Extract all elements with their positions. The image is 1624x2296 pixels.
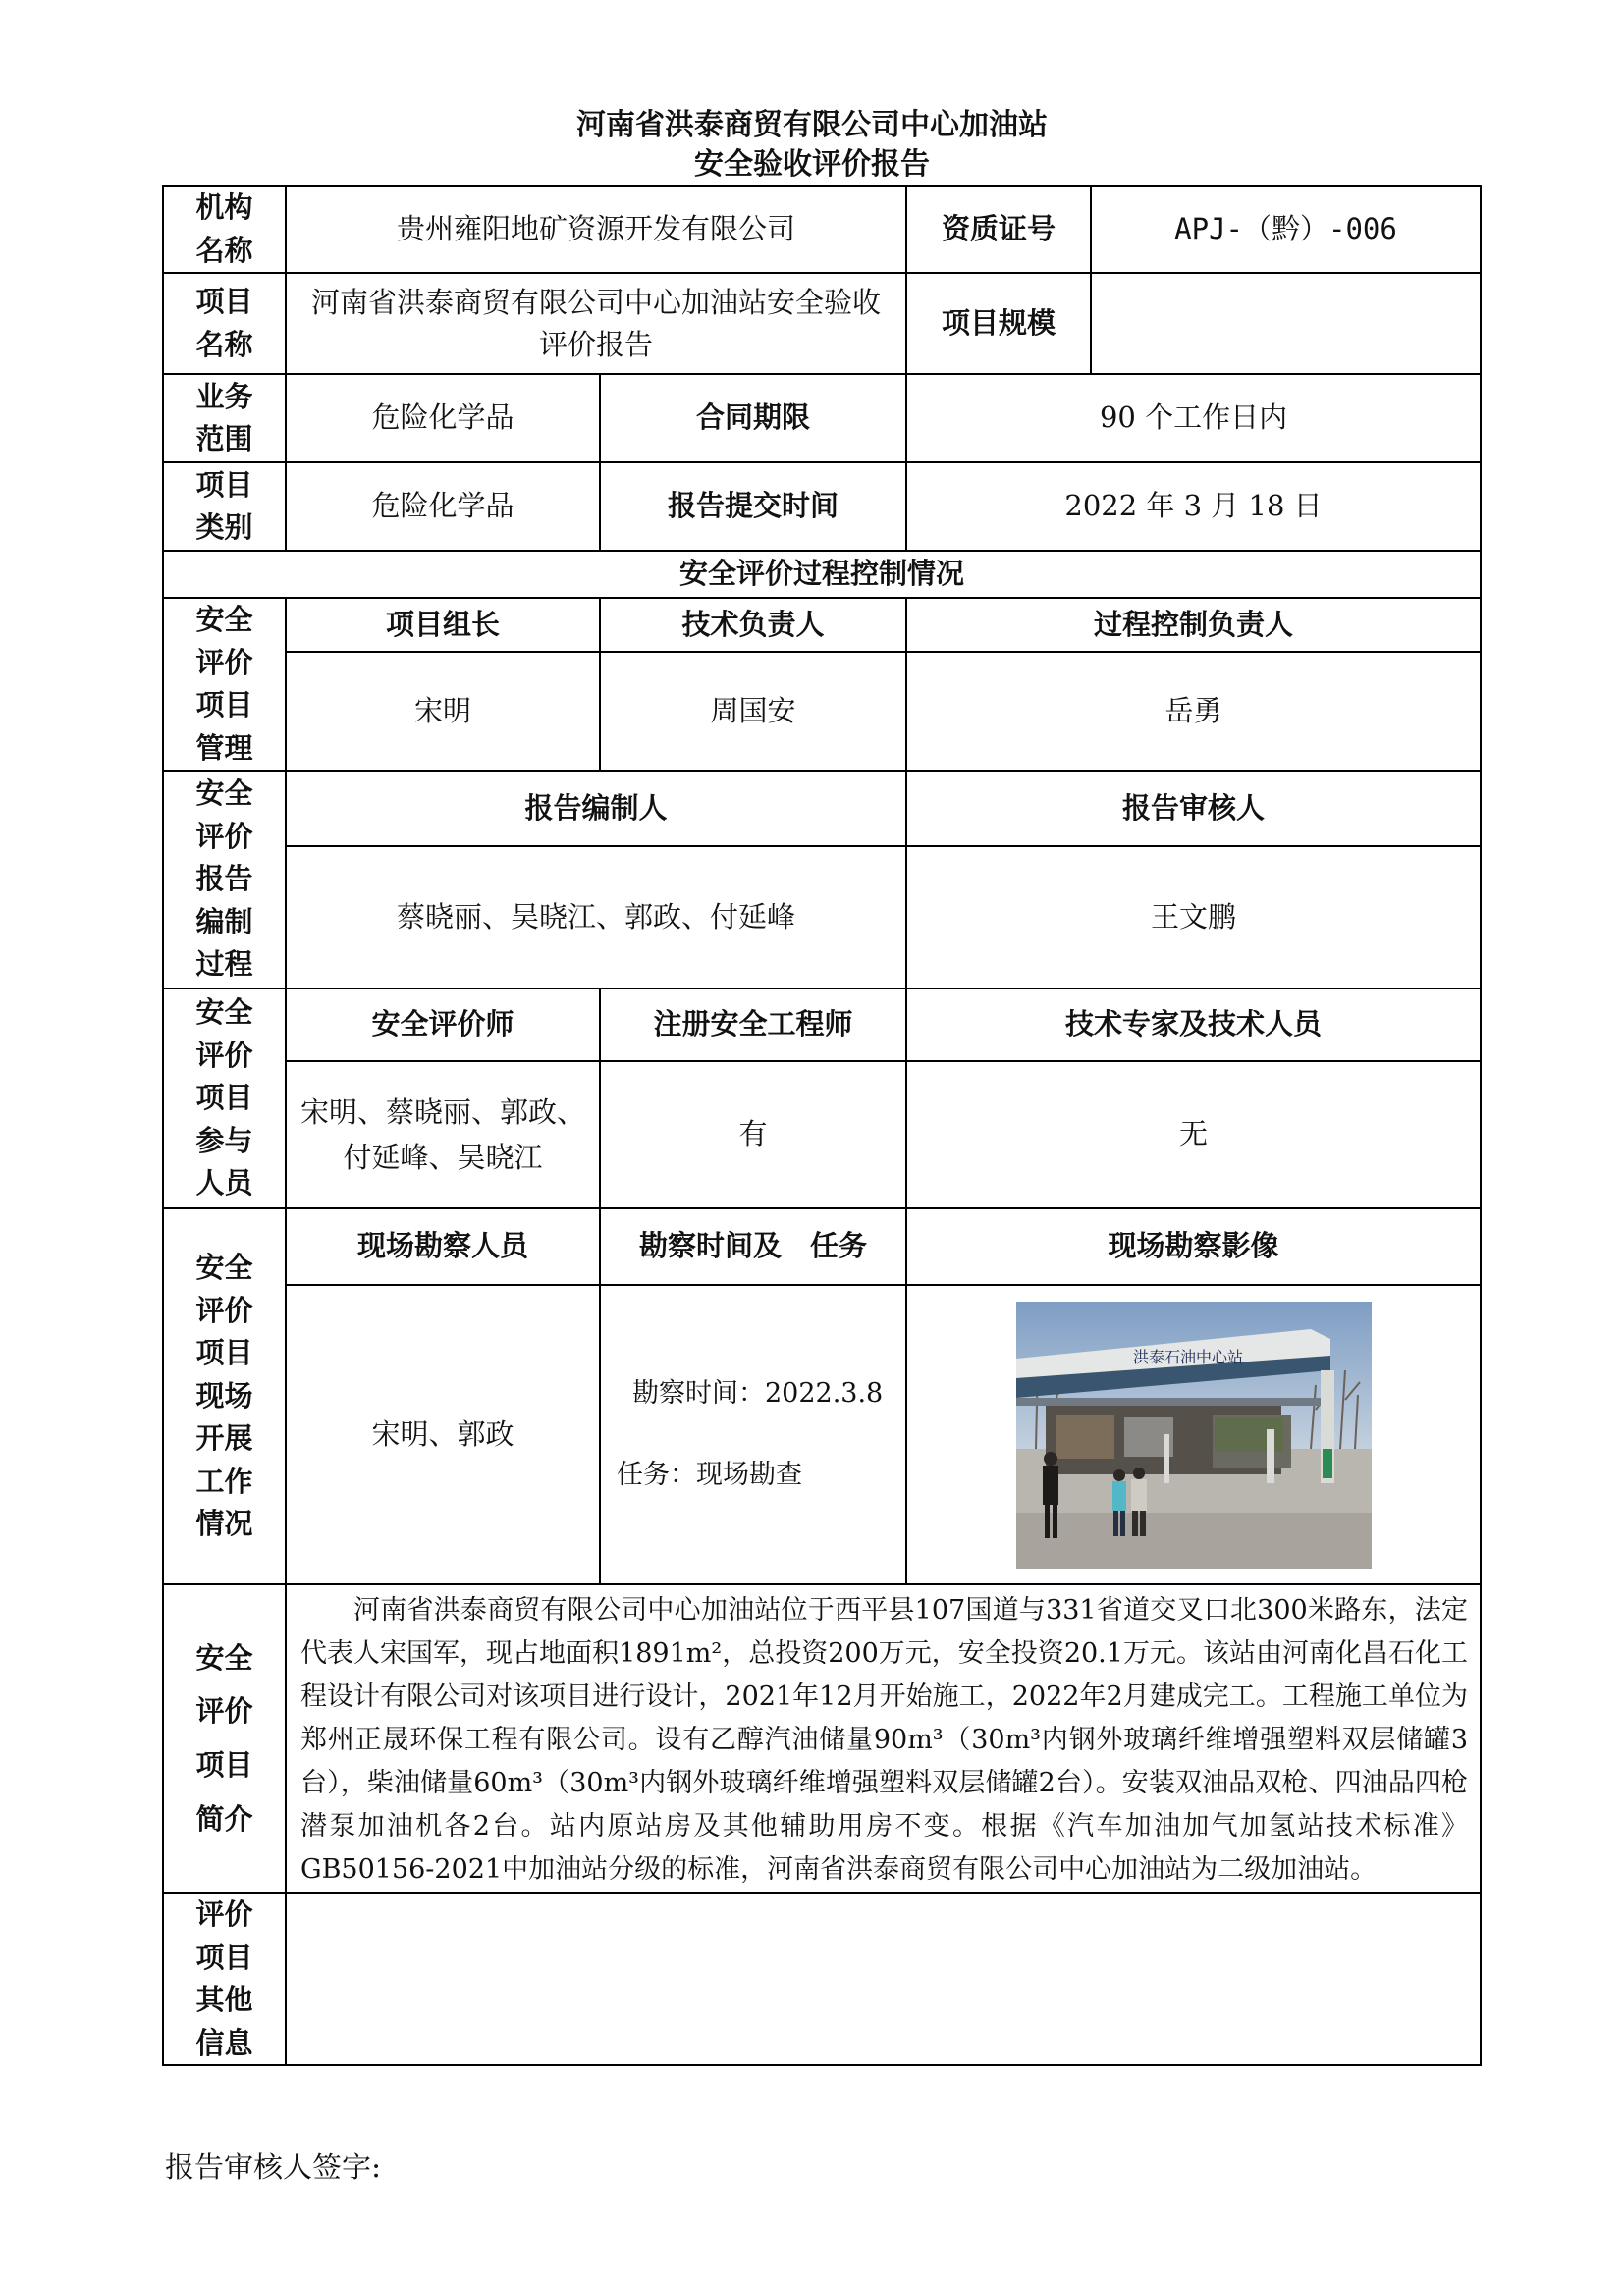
intro-text: 河南省洪泰商贸有限公司中心加油站位于西平县107国道与331省道交叉口北300米路东，法定代表人宋国军，现占地面积1891m²，总投资200万元，安全投资20.1万元。该站由河南化昌石化工程设计有限公司对该项目进行设计，2021年12月开始施工，2022年2月建成完工。工程施工单位为郑州正晟环保工程有限公司。设有乙醇汽油储量90m³（30m³内钢外玻璃纤维增强塑料双层储罐3台），柴油储量60m³（30m³内钢外玻璃纤维增强塑料双层储罐2台）。安装双油品双枪、四油品四枪潜泵加油机各2台。站内原站房及其他辅助用房不变。根据《汽车加油加气加氢站技术标准》GB50156-2021中加油站分级的标准，河南省洪泰商贸有限公司中心加油站为二级加油站。: [286, 1584, 1481, 1893]
row-participants-header: [163, 988, 1481, 1061]
survey-time: 勘察时间：2022.3.8: [632, 1378, 884, 1409]
contract-period-value: 90 个工作日内: [906, 374, 1481, 462]
canopy-sign-text: 洪泰石油中心站: [1132, 1347, 1243, 1366]
project-scale-value: [1091, 273, 1481, 374]
row-intro: [163, 1584, 1481, 1893]
contract-period-label: 合同期限: [600, 374, 906, 462]
experts-header: 技术专家及技术人员: [906, 988, 1481, 1061]
row-site-header: [163, 1208, 1481, 1285]
org-value: 贵州雍阳地矿资源开发有限公司: [286, 186, 906, 273]
team-leader-value: 宋明: [286, 652, 600, 771]
reviewer-header: 报告审核人: [906, 771, 1481, 846]
row-compile-values: [163, 846, 1481, 988]
compile-label: 安全 评价 报告 编制 过程: [163, 771, 286, 988]
project-scale-label: 项目规模: [906, 273, 1091, 374]
row-site-values: [163, 1285, 1481, 1584]
reviewer-value: 王文鹏: [906, 846, 1481, 988]
site-work-label: 安全 评价 项目 现场 开展 工作 情况: [163, 1208, 286, 1584]
document-title: 河南省洪泰商贸有限公司中心加油站: [576, 108, 1048, 142]
compiler-header: 报告编制人: [286, 771, 906, 846]
row-compile-header: [163, 771, 1481, 846]
scope-label: 业务 范围: [163, 374, 286, 462]
org-label: 机构 名称: [163, 186, 286, 273]
survey-task: 任务：现场勘查: [617, 1459, 802, 1490]
section-title: 安全评价过程控制情况: [163, 551, 1481, 598]
process-control-header: 过程控制负责人: [906, 598, 1481, 652]
row-project: [163, 273, 1481, 374]
document-subtitle: 安全验收评价报告: [694, 147, 930, 182]
row-section-title: [163, 551, 1481, 598]
survey-time-task-header: 勘察时间及 任务: [600, 1208, 906, 1285]
submit-date-label: 报告提交时间: [600, 462, 906, 551]
row-participants-values: [163, 1061, 1481, 1208]
team-leader-header: 项目组长: [286, 598, 600, 652]
project-name-label: 项目 名称: [163, 273, 286, 374]
registered-engineer-header: 注册安全工程师: [600, 988, 906, 1061]
evaluation-form-table: [162, 185, 1482, 2066]
registered-engineer-value: 有: [600, 1061, 906, 1208]
row-category: [163, 462, 1481, 551]
survey-time-task-value: [600, 1285, 906, 1584]
tech-lead-value: 周国安: [600, 652, 906, 771]
project-name-value: 河南省洪泰商贸有限公司中心加油站安全验收评价报告: [286, 273, 906, 374]
survey-photo-header: 现场勘察影像: [906, 1208, 1481, 1285]
submit-date-value: 2022 年 3 月 18 日: [906, 462, 1481, 551]
other-info-value: [286, 1893, 1481, 2065]
evaluator-header: 安全评价师: [286, 988, 600, 1061]
surveyors-header: 现场勘察人员: [286, 1208, 600, 1285]
survey-photo-cell: [906, 1285, 1481, 1584]
intro-label: 安全 评价 项目 简介: [163, 1584, 286, 1893]
surveyors-value: 宋明、郭政: [286, 1285, 600, 1584]
process-control-value: 岳勇: [906, 652, 1481, 771]
experts-value: 无: [906, 1061, 1481, 1208]
row-org: [163, 186, 1481, 273]
row-other: [163, 1893, 1481, 2065]
cert-label: 资质证号: [906, 186, 1091, 273]
tech-lead-header: 技术负责人: [600, 598, 906, 652]
category-value: 危险化学品: [286, 462, 600, 551]
row-scope: [163, 374, 1481, 462]
gas-station-photo: [1016, 1302, 1372, 1569]
category-label: 项目 类别: [163, 462, 286, 551]
other-info-label: 评价 项目 其他 信息: [163, 1893, 286, 2065]
cert-value: APJ-（黔）-006: [1091, 186, 1481, 273]
evaluator-value: 宋明、蔡晓丽、郭政、 付延峰、吴晓江: [286, 1061, 600, 1208]
reviewer-signature-label: 报告审核人签字:: [165, 2151, 382, 2185]
compiler-value: 蔡晓丽、吴晓江、郭政、付延峰: [286, 846, 906, 988]
management-label: 安全 评价 项目 管理: [163, 598, 286, 771]
participants-label: 安全 评价 项目 参与 人员: [163, 988, 286, 1208]
row-management-values: [163, 652, 1481, 771]
scope-value: 危险化学品: [286, 374, 600, 462]
row-management-header: [163, 598, 1481, 652]
